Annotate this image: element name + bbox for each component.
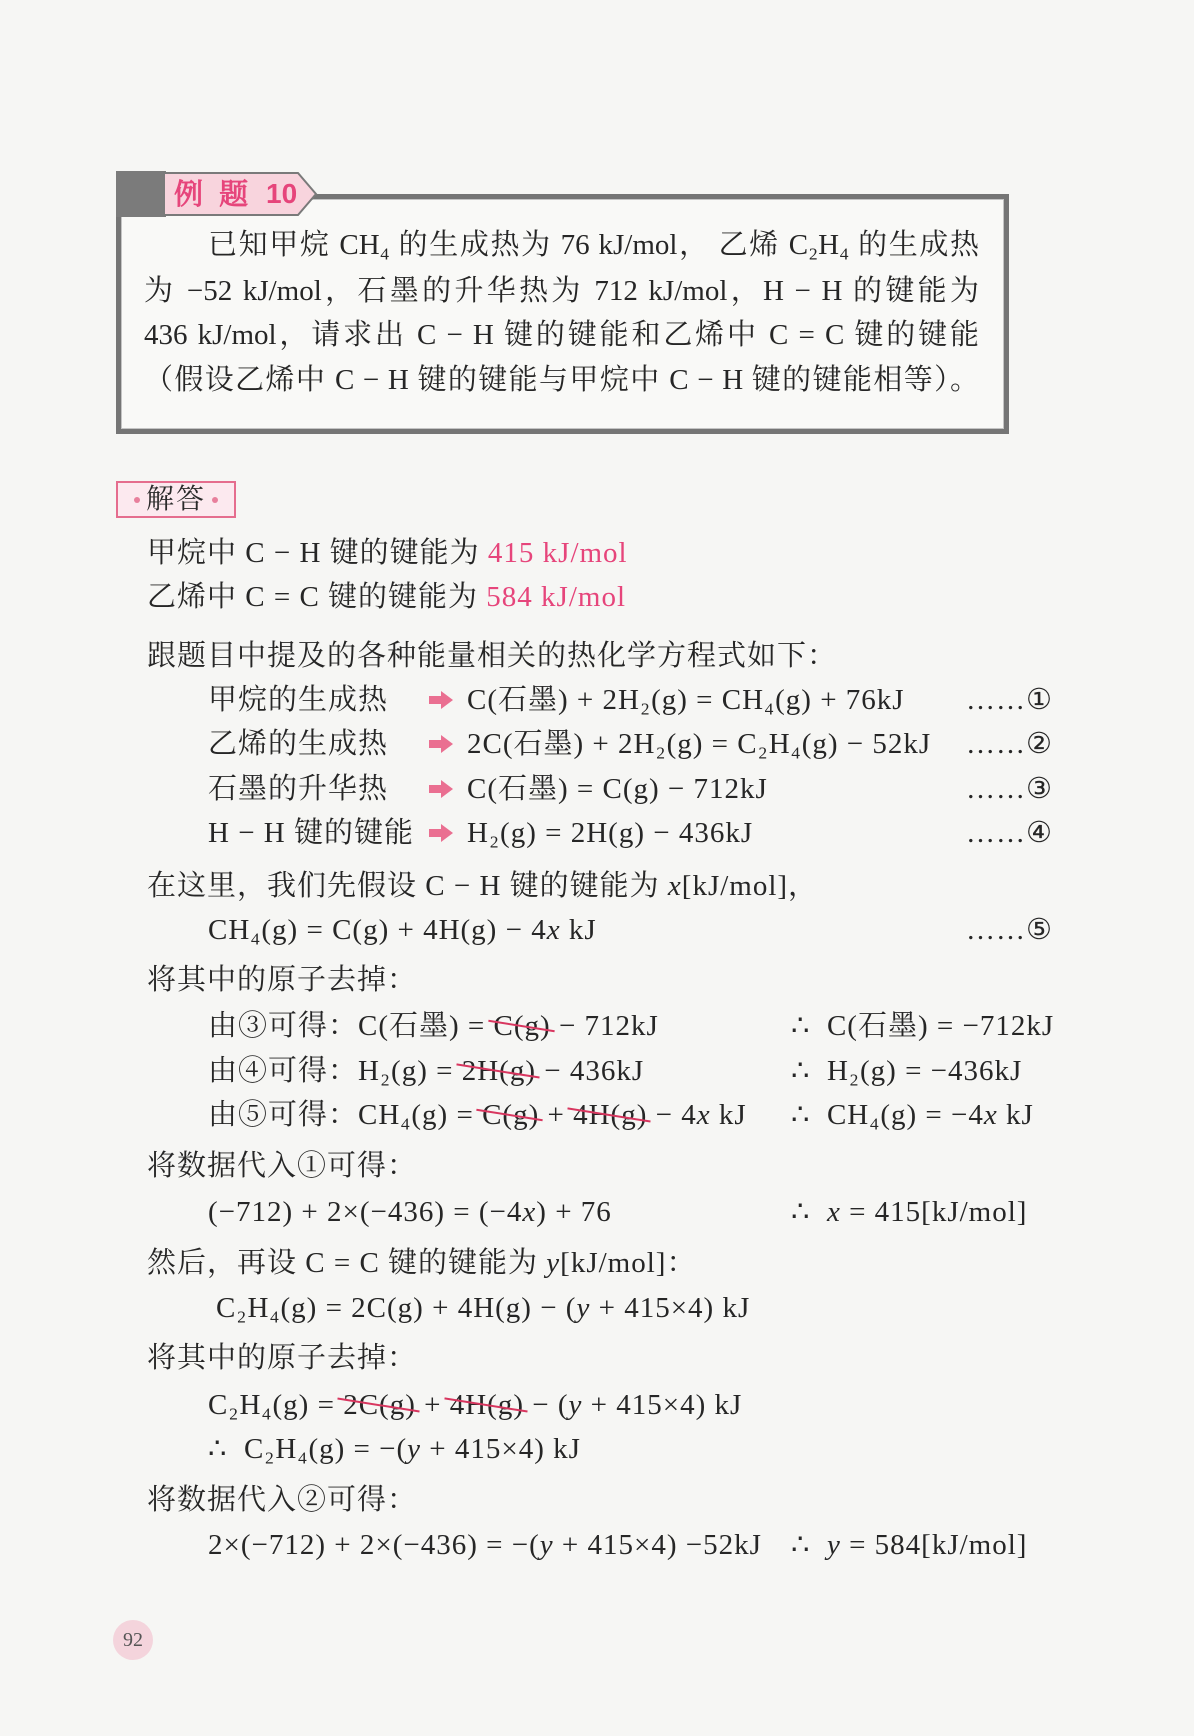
answer-label xyxy=(116,481,236,518)
text-segment: − 712kJ xyxy=(550,1010,659,1042)
problem-text-line: 为 −52 kJ/mol，石墨的升华热为 712 kJ/mol，H − H 的键能为 xyxy=(144,275,979,307)
result-text: 乙烯中 C = C 键的键能为 xyxy=(147,581,487,613)
step-row xyxy=(0,910,1194,950)
step-text xyxy=(147,960,417,1000)
dot-icon xyxy=(212,497,218,503)
text-segment: + xyxy=(539,1099,574,1131)
text-segment: 由③可得：C(石墨) = xyxy=(208,1010,494,1042)
math-variable: y xyxy=(546,1247,561,1279)
step-formula xyxy=(208,910,597,950)
math-variable: y xyxy=(826,1529,841,1561)
text-segment: + xyxy=(415,1389,450,1421)
math-variable: x xyxy=(522,1196,537,1228)
problem-text-line: （假设乙烯中 C − H 键的键能与甲烷中 C − H 键的键能相等）。 xyxy=(144,364,979,396)
equation-formula: H₂(g) = 2H(g) − 436kJ xyxy=(467,817,754,849)
step-result xyxy=(791,1006,1054,1046)
equation-number: ……④ xyxy=(966,817,1053,849)
example-problem-box xyxy=(116,194,1009,434)
text-segment: ∴ CH₄(g) = −4 xyxy=(791,1099,984,1131)
problem-text-line: 436 kJ/mol，请求出 C − H 键的键能和乙烯中 C = C 键的键能 xyxy=(144,319,979,351)
cancelled-term: 2H(g) xyxy=(461,1055,536,1087)
math-variable: y xyxy=(568,1389,583,1421)
math-variable: x xyxy=(826,1196,841,1228)
equation-formula: C(石墨) = C(g) − 712kJ xyxy=(467,773,768,805)
result-value: 415 kJ/mol xyxy=(487,537,628,569)
text-segment: ∴ C₂H₄(g) = −( xyxy=(208,1433,408,1465)
answer-label-text: 解答 xyxy=(145,484,206,515)
right-arrow-icon xyxy=(429,780,453,798)
text-segment: 将其中的原子去掉： xyxy=(147,964,418,996)
step-row xyxy=(0,1192,1194,1232)
result-value: 584 kJ/mol xyxy=(486,581,627,613)
equation-label: 乙烯的生成热 xyxy=(208,728,389,760)
text-segment: = 584[kJ/mol] xyxy=(840,1529,1028,1561)
math-variable: x xyxy=(667,870,682,902)
math-variable: y xyxy=(576,1292,591,1324)
equation-number: ……⑤ xyxy=(966,914,1053,946)
example-number: 10 xyxy=(266,178,298,209)
text-segment: C₂H₄(g) = 2C(g) + 4H(g) − ( xyxy=(216,1292,577,1324)
step-formula xyxy=(208,1006,659,1046)
equation-label: 甲烷的生成热 xyxy=(208,684,389,716)
text-segment: + 415×4) kJ xyxy=(590,1292,751,1324)
text-segment: ∴ H₂(g) = −436kJ xyxy=(791,1055,1023,1087)
text-segment: ∴ C(石墨) = −712kJ xyxy=(791,1010,1055,1042)
cancelled-term: C(g) xyxy=(493,1010,551,1042)
equation-row xyxy=(0,724,1194,764)
equation-formula: C(石墨) + 2H₂(g) = CH₄(g) + 76kJ xyxy=(467,684,905,716)
step-row xyxy=(0,1429,1194,1469)
equation-formula: 2C(石墨) + 2H₂(g) = C₂H₄(g) − 52kJ xyxy=(467,728,932,760)
equation-number: ……③ xyxy=(966,773,1053,805)
text-segment: 然后，再设 C = C 键的键能为 xyxy=(147,1247,547,1279)
step-row xyxy=(0,1385,1194,1425)
cancelled-term: 2C(g) xyxy=(343,1389,416,1421)
text-segment: (−712) + 2×(−436) = (−4 xyxy=(208,1196,523,1228)
equation-number: ……① xyxy=(966,684,1053,716)
equation-number: ……② xyxy=(966,728,1053,760)
step-row xyxy=(0,1146,1194,1186)
step-result xyxy=(791,1095,1034,1135)
text-segment: kJ xyxy=(997,1099,1034,1131)
math-variable: y xyxy=(539,1529,554,1561)
step-row xyxy=(0,1006,1194,1046)
math-variable: x xyxy=(696,1099,711,1131)
step-row xyxy=(0,1095,1194,1135)
step-row xyxy=(0,960,1194,1000)
step-row xyxy=(0,1480,1194,1520)
text-segment: 将其中的原子去掉： xyxy=(147,1342,418,1374)
text-segment: − 4 xyxy=(647,1099,697,1131)
text-segment: = 415[kJ/mol] xyxy=(840,1196,1028,1228)
cancelled-term: C(g) xyxy=(482,1099,540,1131)
result-row xyxy=(0,533,1194,573)
step-formula xyxy=(208,1385,742,1425)
equation-label: H − H 键的键能 xyxy=(208,817,414,849)
text-segment: C₂H₄(g) = xyxy=(208,1389,344,1421)
right-arrow-icon xyxy=(429,735,453,753)
step-formula xyxy=(208,1051,644,1091)
step-row xyxy=(0,1338,1194,1378)
result-text: 甲烷中 C − H 键的键能为 xyxy=(147,537,488,569)
example-tag xyxy=(116,171,321,217)
step-text xyxy=(147,1146,417,1186)
text-segment: kJ xyxy=(560,914,597,946)
step-row xyxy=(0,1288,1194,1328)
text-segment: 由⑤可得：CH₄(g) = xyxy=(208,1099,483,1131)
text-segment: ) + 76 xyxy=(536,1196,612,1228)
step-result xyxy=(791,1051,1022,1091)
intro-text: 跟题目中提及的各种能量相关的热化学方程式如下： xyxy=(147,640,838,672)
step-text xyxy=(147,866,818,906)
text-segment: [kJ/mol]： xyxy=(560,1247,697,1279)
text-segment: 2×(−712) + 2×(−436) = −( xyxy=(208,1529,540,1561)
page-number: 92 xyxy=(113,1620,153,1660)
text-segment: 在这里，我们先假设 C − H 键的键能为 xyxy=(147,870,668,902)
step-row xyxy=(0,866,1194,906)
result-row xyxy=(0,577,1194,617)
text-segment: 将数据代入②可得： xyxy=(147,1484,418,1516)
text-segment: 将数据代入①可得： xyxy=(147,1150,418,1182)
equation-row xyxy=(0,680,1194,720)
dot-icon xyxy=(134,497,140,503)
step-formula xyxy=(208,1192,612,1232)
math-variable: x xyxy=(983,1099,998,1131)
equation-row xyxy=(0,813,1194,853)
step-formula xyxy=(208,1095,747,1135)
step-row xyxy=(0,1525,1194,1565)
text-segment: 由④可得：H₂(g) = xyxy=(208,1055,462,1087)
step-text xyxy=(147,1480,417,1520)
text-segment: ∴ xyxy=(791,1196,827,1228)
step-result xyxy=(791,1192,1027,1232)
step-formula xyxy=(208,1429,581,1469)
step-row xyxy=(0,1051,1194,1091)
example-tag-label: 例 题 xyxy=(174,177,252,211)
text-segment: kJ xyxy=(710,1099,747,1131)
right-arrow-icon xyxy=(429,691,453,709)
text-segment: − 436kJ xyxy=(536,1055,645,1087)
right-arrow-icon xyxy=(429,824,453,842)
equation-row xyxy=(0,769,1194,809)
equation-label: 石墨的升华热 xyxy=(208,773,389,805)
step-text xyxy=(147,1338,417,1378)
step-formula xyxy=(216,1288,750,1328)
text-segment: − ( xyxy=(523,1389,569,1421)
intro-row xyxy=(0,636,1194,676)
result-line xyxy=(147,577,626,617)
cancelled-term: 4H(g) xyxy=(449,1389,524,1421)
text-segment: + 415×4) kJ xyxy=(421,1433,581,1465)
problem-text-line: 已知甲烷 CH₄ 的生成热为 76 kJ/mol， 乙烯 C₂H₄ 的生成热 xyxy=(208,229,979,261)
text-segment: [kJ/mol]， xyxy=(681,870,819,902)
step-result xyxy=(791,1525,1027,1565)
result-line xyxy=(147,533,628,573)
step-formula xyxy=(208,1525,762,1565)
math-variable: x xyxy=(546,914,561,946)
text-segment: ∴ xyxy=(791,1529,827,1561)
text-segment: + 415×4) −52kJ xyxy=(553,1529,762,1561)
cancelled-term: 4H(g) xyxy=(573,1099,648,1131)
text-segment: CH₄(g) = C(g) + 4H(g) − 4 xyxy=(208,914,547,946)
step-text xyxy=(147,1243,696,1283)
math-variable: y xyxy=(407,1433,422,1465)
text-segment: + 415×4) kJ xyxy=(582,1389,743,1421)
step-row xyxy=(0,1243,1194,1283)
